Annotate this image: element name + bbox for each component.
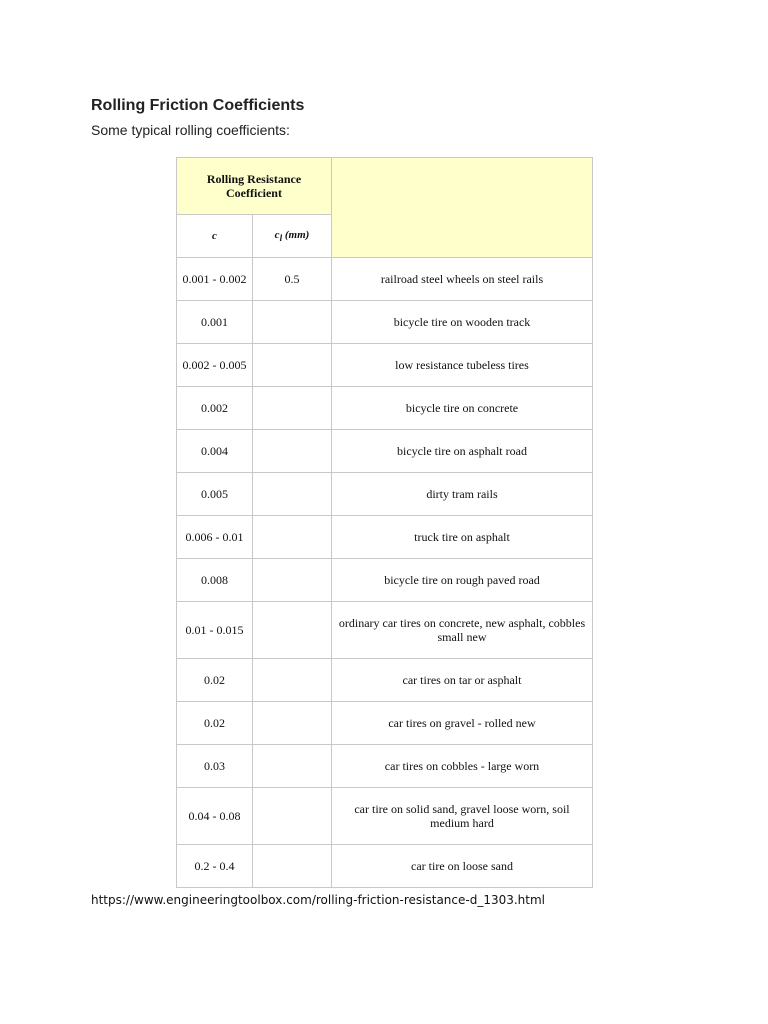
cell-c: 0.006 - 0.01 — [177, 516, 253, 559]
cell-cl — [253, 430, 332, 473]
table-row — [177, 745, 593, 788]
header-rolling-resistance-coefficient: Rolling Resistance Coefficient — [177, 158, 332, 215]
cell-c: 0.005 — [177, 473, 253, 516]
cell-cl: 0.5 — [253, 258, 332, 301]
cell-description: car tires on cobbles - large worn — [332, 745, 593, 788]
table-row — [177, 845, 593, 888]
cell-c: 0.002 — [177, 387, 253, 430]
cell-cl — [253, 702, 332, 745]
cell-cl — [253, 559, 332, 602]
cell-description: truck tire on asphalt — [332, 516, 593, 559]
header-cl-base: c — [274, 228, 280, 241]
cell-cl — [253, 788, 332, 845]
cell-description: bicycle tire on asphalt road — [332, 430, 593, 473]
header-cl-mm — [253, 215, 332, 258]
table-row — [177, 258, 593, 301]
cell-c: 0.02 — [177, 659, 253, 702]
page-subtitle: Some typical rolling coefficients: — [91, 122, 290, 138]
cell-c: 0.02 — [177, 702, 253, 745]
cell-description: car tire on loose sand — [332, 845, 593, 888]
cell-description: car tires on tar or asphalt — [332, 659, 593, 702]
cell-c: 0.01 - 0.015 — [177, 602, 253, 659]
table-row — [177, 702, 593, 745]
cell-description: low resistance tubeless tires — [332, 344, 593, 387]
cell-cl — [253, 659, 332, 702]
cell-description: dirty tram rails — [332, 473, 593, 516]
header-c: c — [177, 215, 253, 258]
cell-c: 0.03 — [177, 745, 253, 788]
cell-c: 0.04 - 0.08 — [177, 788, 253, 845]
table-row — [177, 387, 593, 430]
table-row — [177, 473, 593, 516]
header-description-empty — [332, 158, 593, 258]
rolling-coefficients-table — [176, 157, 593, 888]
cell-cl — [253, 602, 332, 659]
cell-cl — [253, 845, 332, 888]
cell-description: car tire on solid sand, gravel loose worn, soil medium hard — [332, 788, 593, 845]
cell-description: railroad steel wheels on steel rails — [332, 258, 593, 301]
cell-cl — [253, 387, 332, 430]
table-row — [177, 788, 593, 845]
cell-c: 0.008 — [177, 559, 253, 602]
table-row — [177, 602, 593, 659]
cell-cl — [253, 344, 332, 387]
table-row — [177, 559, 593, 602]
header-cl-unit: (mm) — [282, 228, 310, 241]
cell-description: ordinary car tires on concrete, new asphalt, cobbles small new — [332, 602, 593, 659]
cell-c: 0.004 — [177, 430, 253, 473]
table-body — [177, 258, 593, 888]
table-row — [177, 301, 593, 344]
cell-c: 0.001 — [177, 301, 253, 344]
table-row — [177, 344, 593, 387]
cell-description: bicycle tire on wooden track — [332, 301, 593, 344]
cell-c: 0.2 - 0.4 — [177, 845, 253, 888]
table-row — [177, 430, 593, 473]
cell-description: car tires on gravel - rolled new — [332, 702, 593, 745]
cell-description: bicycle tire on concrete — [332, 387, 593, 430]
table-header — [177, 158, 593, 258]
cell-c: 0.002 - 0.005 — [177, 344, 253, 387]
cell-cl — [253, 473, 332, 516]
page-title: Rolling Friction Coefficients — [91, 97, 305, 114]
source-link[interactable]: https://www.engineeringtoolbox.com/rolling-friction-resistance-d_1303.html — [91, 893, 546, 907]
cell-cl — [253, 745, 332, 788]
cell-description: bicycle tire on rough paved road — [332, 559, 593, 602]
cell-cl — [253, 301, 332, 344]
table-row — [177, 659, 593, 702]
cell-cl — [253, 516, 332, 559]
header-cl-subscript: l — [279, 233, 283, 244]
table-row — [177, 516, 593, 559]
cell-c: 0.001 - 0.002 — [177, 258, 253, 301]
